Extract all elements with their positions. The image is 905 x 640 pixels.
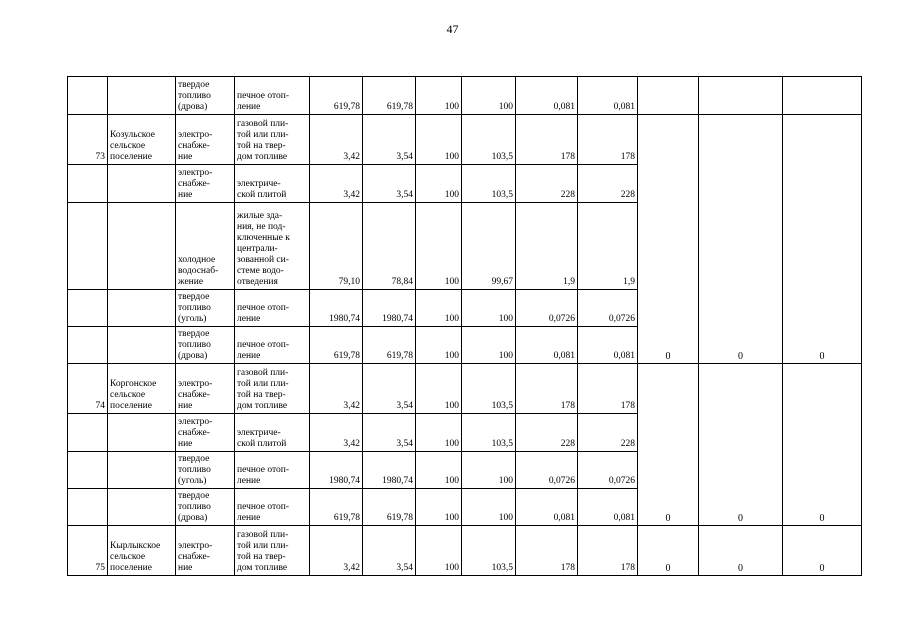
value-cell: 178 bbox=[578, 364, 638, 414]
value-cell: 103,5 bbox=[462, 526, 516, 576]
value-cell: 619,78 bbox=[310, 489, 363, 526]
direction-cell: печное отоп- ление bbox=[235, 327, 310, 364]
settlement-cell: Коргонское сельское поселение bbox=[108, 364, 176, 414]
value-cell: 1980,74 bbox=[310, 452, 363, 489]
settlement-cell bbox=[108, 414, 176, 452]
value-cell: 3,42 bbox=[310, 414, 363, 452]
merged-value-cell: 0 bbox=[699, 526, 783, 576]
row-number bbox=[68, 452, 108, 489]
table-row bbox=[68, 115, 862, 165]
value-cell: 3,42 bbox=[310, 364, 363, 414]
direction-cell: газовой пли- той или пли- той на твер- дом топливе bbox=[235, 115, 310, 165]
row-number bbox=[68, 414, 108, 452]
row-number: 75 bbox=[68, 526, 108, 576]
tariff-table bbox=[67, 76, 862, 576]
value-cell: 619,78 bbox=[363, 489, 416, 526]
value-cell: 100 bbox=[416, 489, 462, 526]
resource-cell: твердое топливо (дрова) bbox=[176, 327, 235, 364]
value-cell: 100 bbox=[416, 364, 462, 414]
value-cell: 100 bbox=[416, 115, 462, 165]
merged-value-cell: 0 bbox=[638, 526, 699, 576]
value-cell: 3,54 bbox=[363, 364, 416, 414]
value-cell: 103,5 bbox=[462, 165, 516, 203]
direction-cell: печное отоп- ление bbox=[235, 452, 310, 489]
resource-cell: твердое топливо (дрова) bbox=[176, 77, 235, 115]
direction-cell: печное отоп- ление bbox=[235, 77, 310, 115]
settlement-cell bbox=[108, 77, 176, 115]
settlement-cell bbox=[108, 452, 176, 489]
value-cell: 0,081 bbox=[578, 327, 638, 364]
value-cell: 3,42 bbox=[310, 165, 363, 203]
merged-value-cell: 0 bbox=[783, 526, 862, 576]
empty-cell bbox=[783, 77, 862, 115]
value-cell: 100 bbox=[416, 414, 462, 452]
value-cell: 3,54 bbox=[363, 526, 416, 576]
resource-cell: твердое топливо (уголь) bbox=[176, 452, 235, 489]
settlement-cell bbox=[108, 290, 176, 327]
resource-cell: электро- снабже- ние bbox=[176, 526, 235, 576]
value-cell: 619,78 bbox=[363, 77, 416, 115]
resource-cell: электро- снабже- ние bbox=[176, 414, 235, 452]
value-cell: 228 bbox=[516, 165, 578, 203]
value-cell: 100 bbox=[416, 203, 462, 290]
settlement-cell bbox=[108, 203, 176, 290]
value-cell: 1,9 bbox=[578, 203, 638, 290]
value-cell: 100 bbox=[462, 489, 516, 526]
resource-cell: твердое топливо (дрова) bbox=[176, 489, 235, 526]
merged-value-cell: 0 bbox=[638, 115, 699, 364]
value-cell: 103,5 bbox=[462, 364, 516, 414]
direction-cell: электриче- ской плитой bbox=[235, 165, 310, 203]
value-cell: 103,5 bbox=[462, 115, 516, 165]
value-cell: 619,78 bbox=[310, 77, 363, 115]
value-cell: 1980,74 bbox=[310, 290, 363, 327]
value-cell: 100 bbox=[416, 452, 462, 489]
value-cell: 0,0726 bbox=[516, 452, 578, 489]
value-cell: 228 bbox=[578, 165, 638, 203]
row-number bbox=[68, 77, 108, 115]
resource-cell: холодное водоснаб- жение bbox=[176, 203, 235, 290]
value-cell: 178 bbox=[516, 526, 578, 576]
value-cell: 0,0726 bbox=[578, 290, 638, 327]
table-row bbox=[68, 77, 862, 115]
value-cell: 178 bbox=[578, 115, 638, 165]
value-cell: 100 bbox=[416, 327, 462, 364]
direction-cell: печное отоп- ление bbox=[235, 290, 310, 327]
value-cell: 100 bbox=[462, 452, 516, 489]
resource-cell: твердое топливо (уголь) bbox=[176, 290, 235, 327]
value-cell: 0,081 bbox=[578, 77, 638, 115]
merged-value-cell: 0 bbox=[699, 115, 783, 364]
settlement-cell: Кырлыкское сельское поселение bbox=[108, 526, 176, 576]
table-row bbox=[68, 364, 862, 414]
value-cell: 78,84 bbox=[363, 203, 416, 290]
direction-cell: жилые зда- ния, не под- ключенные к централи- зованной си- стеме водо- отведения bbox=[235, 203, 310, 290]
row-number bbox=[68, 489, 108, 526]
value-cell: 100 bbox=[416, 77, 462, 115]
value-cell: 79,10 bbox=[310, 203, 363, 290]
direction-cell: печное отоп- ление bbox=[235, 489, 310, 526]
value-cell: 100 bbox=[462, 77, 516, 115]
settlement-cell bbox=[108, 489, 176, 526]
value-cell: 228 bbox=[578, 414, 638, 452]
direction-cell: газовой пли- той или пли- той на твер- дом топливе bbox=[235, 364, 310, 414]
value-cell: 103,5 bbox=[462, 414, 516, 452]
value-cell: 100 bbox=[462, 290, 516, 327]
value-cell: 100 bbox=[416, 526, 462, 576]
value-cell: 1980,74 bbox=[363, 452, 416, 489]
value-cell: 99,67 bbox=[462, 203, 516, 290]
value-cell: 0,081 bbox=[516, 489, 578, 526]
value-cell: 0,0726 bbox=[578, 452, 638, 489]
value-cell: 100 bbox=[462, 327, 516, 364]
merged-value-cell: 0 bbox=[783, 115, 862, 364]
value-cell: 0,081 bbox=[516, 327, 578, 364]
direction-cell: электриче- ской плитой bbox=[235, 414, 310, 452]
value-cell: 100 bbox=[416, 165, 462, 203]
value-cell: 228 bbox=[516, 414, 578, 452]
merged-value-cell: 0 bbox=[638, 364, 699, 526]
value-cell: 178 bbox=[516, 364, 578, 414]
direction-cell: газовой пли- той или пли- той на твер- дом топливе bbox=[235, 526, 310, 576]
value-cell: 3,54 bbox=[363, 165, 416, 203]
value-cell: 3,54 bbox=[363, 115, 416, 165]
row-number: 74 bbox=[68, 364, 108, 414]
value-cell: 178 bbox=[516, 115, 578, 165]
page-number: 47 bbox=[446, 22, 459, 36]
value-cell: 619,78 bbox=[363, 327, 416, 364]
value-cell: 0,081 bbox=[578, 489, 638, 526]
empty-cell bbox=[699, 77, 783, 115]
row-number bbox=[68, 203, 108, 290]
row-number: 73 bbox=[68, 115, 108, 165]
resource-cell: электро- снабже- ние bbox=[176, 165, 235, 203]
merged-value-cell: 0 bbox=[783, 364, 862, 526]
value-cell: 1980,74 bbox=[363, 290, 416, 327]
value-cell: 3,42 bbox=[310, 115, 363, 165]
row-number bbox=[68, 165, 108, 203]
value-cell: 1,9 bbox=[516, 203, 578, 290]
value-cell: 619,78 bbox=[310, 327, 363, 364]
table-row bbox=[68, 526, 862, 576]
row-number bbox=[68, 290, 108, 327]
empty-cell bbox=[638, 77, 699, 115]
value-cell: 0,0726 bbox=[516, 290, 578, 327]
settlement-cell: Козульское сельское поселение bbox=[108, 115, 176, 165]
value-cell: 3,42 bbox=[310, 526, 363, 576]
settlement-cell bbox=[108, 327, 176, 364]
value-cell: 100 bbox=[416, 290, 462, 327]
row-number bbox=[68, 327, 108, 364]
resource-cell: электро- снабже- ние bbox=[176, 364, 235, 414]
value-cell: 178 bbox=[578, 526, 638, 576]
value-cell: 0,081 bbox=[516, 77, 578, 115]
resource-cell: электро- снабже- ние bbox=[176, 115, 235, 165]
value-cell: 3,54 bbox=[363, 414, 416, 452]
settlement-cell bbox=[108, 165, 176, 203]
merged-value-cell: 0 bbox=[699, 364, 783, 526]
